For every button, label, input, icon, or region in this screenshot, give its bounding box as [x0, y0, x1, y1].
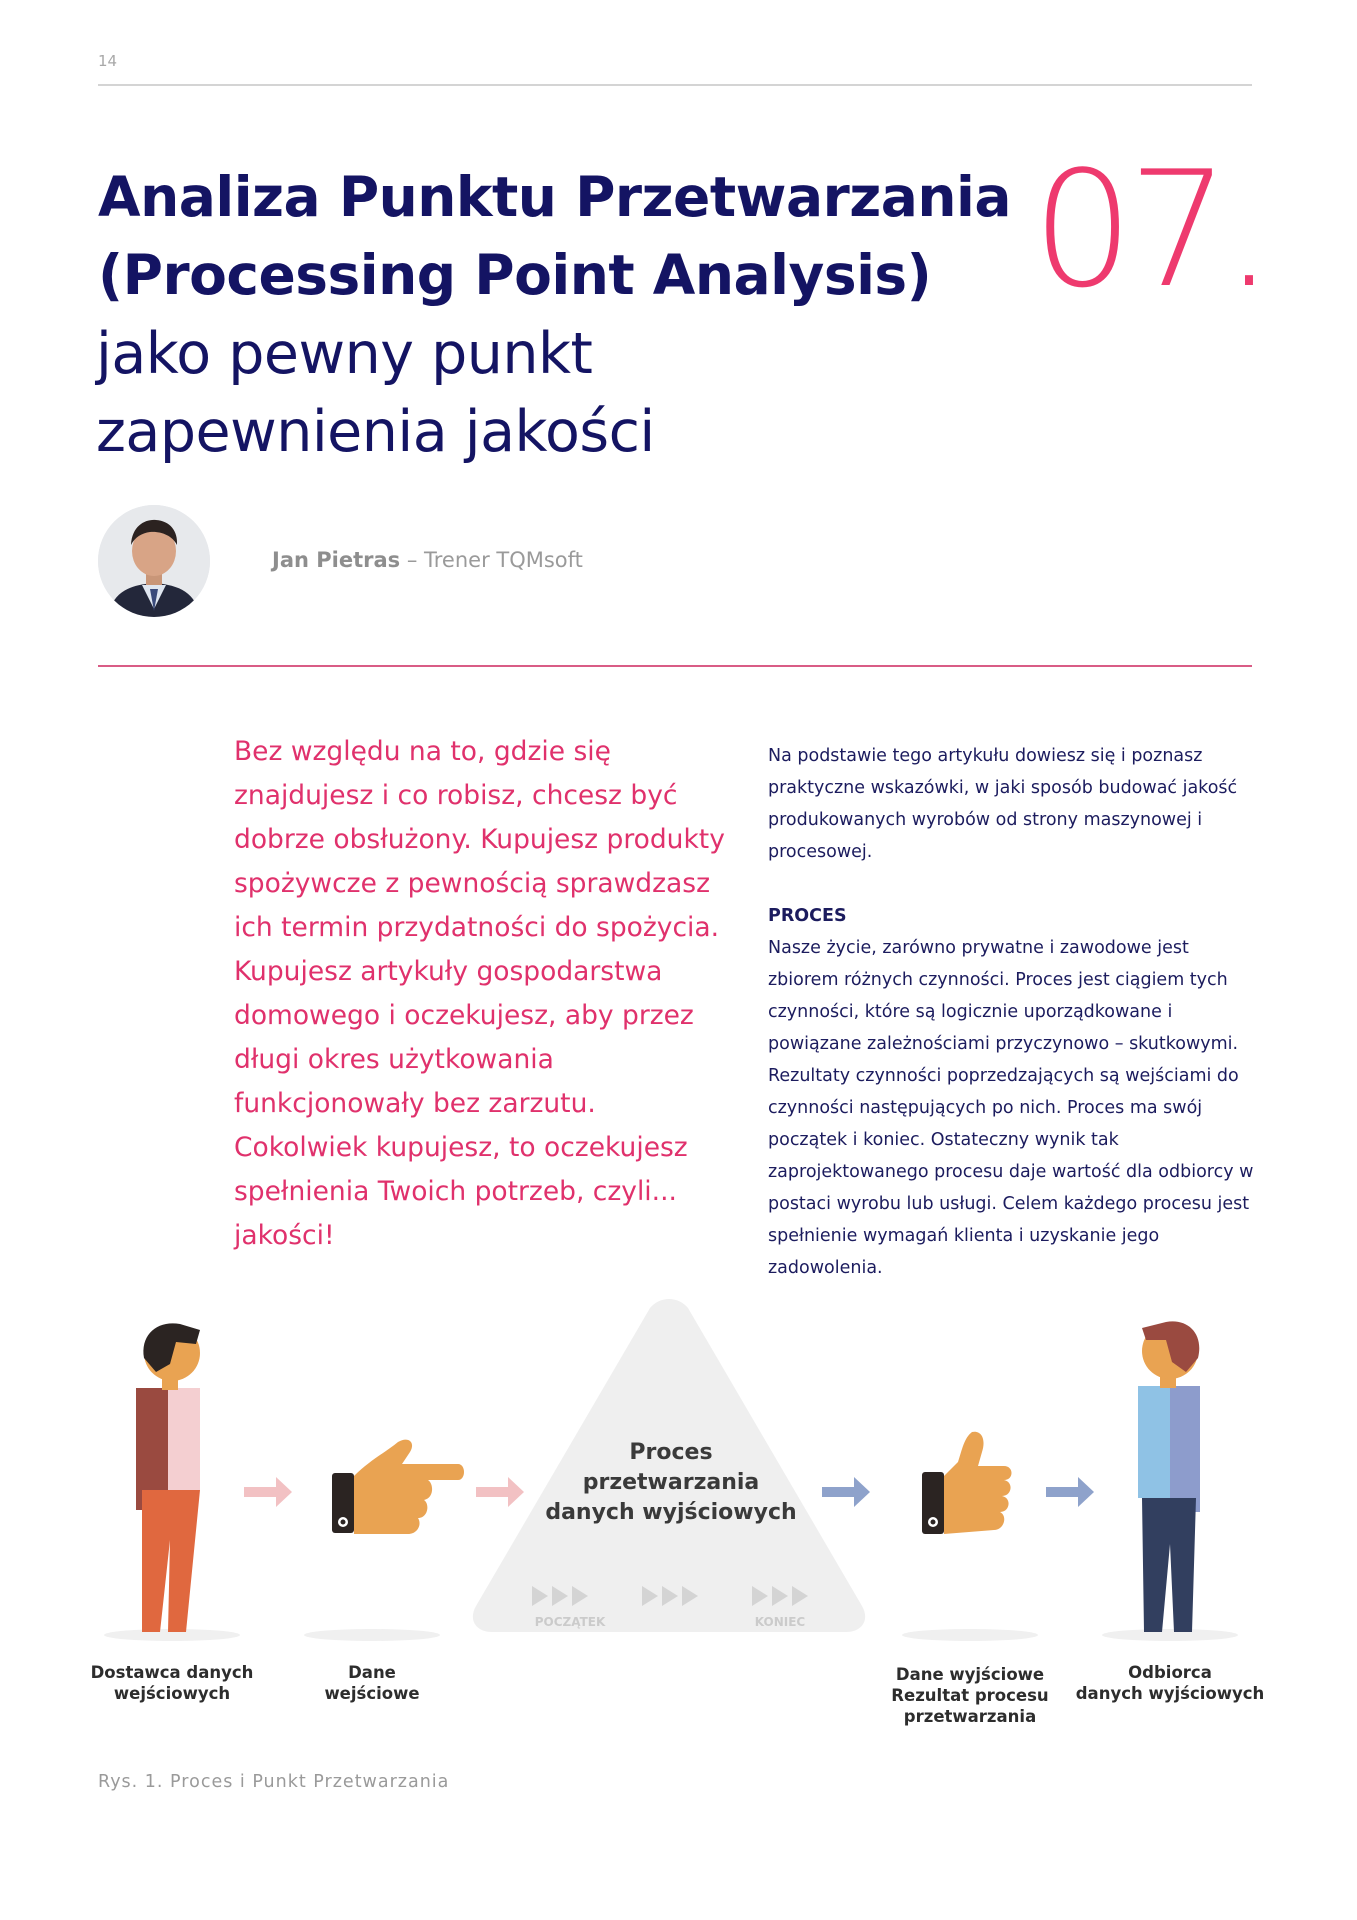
triangle-title-line-1: Proces [629, 1440, 713, 1465]
lead-paragraph [234, 730, 734, 1258]
input-label [312, 1662, 432, 1704]
output-label-line-3: przetwarzania [903, 1707, 1037, 1726]
start-label: POCZĄTEK [534, 1615, 606, 1629]
triangle-title-line-2: przetwarzania [582, 1470, 760, 1495]
supplier-label [82, 1662, 262, 1704]
figure-caption: Rys. 1. Proces i Punkt Przetwarzania [98, 1772, 450, 1792]
section-heading: PROCES [768, 906, 847, 926]
header-divider [98, 84, 1252, 86]
input-label-line-1: Dane [348, 1663, 396, 1682]
author-byline [272, 548, 583, 572]
end-label: KONIEC [754, 1615, 806, 1629]
recipient-label-line-1: Odbiorca [1128, 1663, 1212, 1682]
output-shadow [902, 1629, 1038, 1641]
input-shadow [304, 1629, 440, 1641]
recipient-label [1070, 1662, 1270, 1704]
output-label-line-1: Dane wyjściowe [895, 1665, 1045, 1684]
triangle-title [543, 1438, 799, 1528]
author-role: Trener TQMsoft [424, 548, 583, 572]
title-bold-line-1: Analiza Punktu Przetwarzania [98, 165, 1011, 229]
recipient-label-line-2: danych wyjściowych [1075, 1684, 1265, 1703]
section-body: Nasze życie, zarówno prywatne i zawodowe jest zbiorem różnych czynności. Proces jest ciągiem tych czynności, które są logicznie uporządkowane i powiązane zależnościami przyczynowo – skutkowymi. Rezultaty czynności poprzedzających są wejściami do czynności następujących po nich. Proces ma swój początek i koniec. Ostateczny wynik tak zaprojektowanego procesu daje wartość dla odbiorcy w postaci wyrobu lub usługi. Celem każdego procesu jest spełnienie wymagań klienta i uzyskanie jego zadowolenia. [768, 938, 1254, 1278]
recipient-person-icon [1138, 1321, 1200, 1632]
recipient-shadow [1102, 1629, 1238, 1641]
lead-text: Bez względu na to, gdzie się znajdujesz i co robisz, chcesz być dobrze obsłużony. Kupujesz produkty spożywcze z pewnością sprawdzasz ich termin przydatności do spożycia. Kupujesz artykuły gospodarstwa domowego i oczekujesz, aby przez długi okres użytkowania funkcjonowały bez zarzutu. Cokolwiek kupujesz, to oczekujesz spełnienia Twoich potrzeb, czyli... jakości! [234, 736, 725, 1251]
title-bold-line-2: (Processing Point Analysis) [98, 243, 932, 307]
supplier-label-line-1: Dostawca danych [90, 1663, 254, 1682]
output-label-line-2: Rezultat procesu [891, 1686, 1049, 1705]
author-separator: – [400, 548, 425, 572]
chapter-number: 07. [1032, 136, 1269, 323]
output-label [890, 1664, 1050, 1727]
thumbs-up-icon [922, 1432, 1012, 1534]
supplier-person-icon [136, 1323, 200, 1632]
intro-text: Na podstawie tego artykułu dowiesz się i poznasz praktyczne wskazówki, w jaki sposób budować jakość produkowanych wyrobów od strony maszynowej i procesowej. [768, 746, 1238, 862]
author-avatar [98, 505, 210, 617]
title-light-line-1: jako pewny punkt [96, 321, 593, 387]
process-figure [0, 1280, 1357, 1750]
output-arrow-2-icon [1046, 1477, 1094, 1507]
input-label-line-2: wejściowe [324, 1684, 420, 1703]
author-name: Jan Pietras [272, 548, 401, 572]
supplier-label-line-2: wejściowych [113, 1684, 231, 1703]
author-portrait-icon [98, 505, 210, 617]
article-title [98, 158, 1038, 314]
input-arrow-1-icon [244, 1477, 292, 1507]
pointing-hand-icon [332, 1440, 464, 1534]
input-arrow-2-icon [476, 1477, 524, 1507]
body-column [768, 740, 1254, 1284]
output-arrow-1-icon [822, 1477, 870, 1507]
section-divider [98, 665, 1252, 667]
article-subtitle [96, 315, 996, 471]
triangle-title-line-3: danych wyjściowych [545, 1500, 797, 1525]
page-number: 14 [98, 52, 118, 70]
title-light-line-2: zapewnienia jakości [96, 399, 655, 465]
